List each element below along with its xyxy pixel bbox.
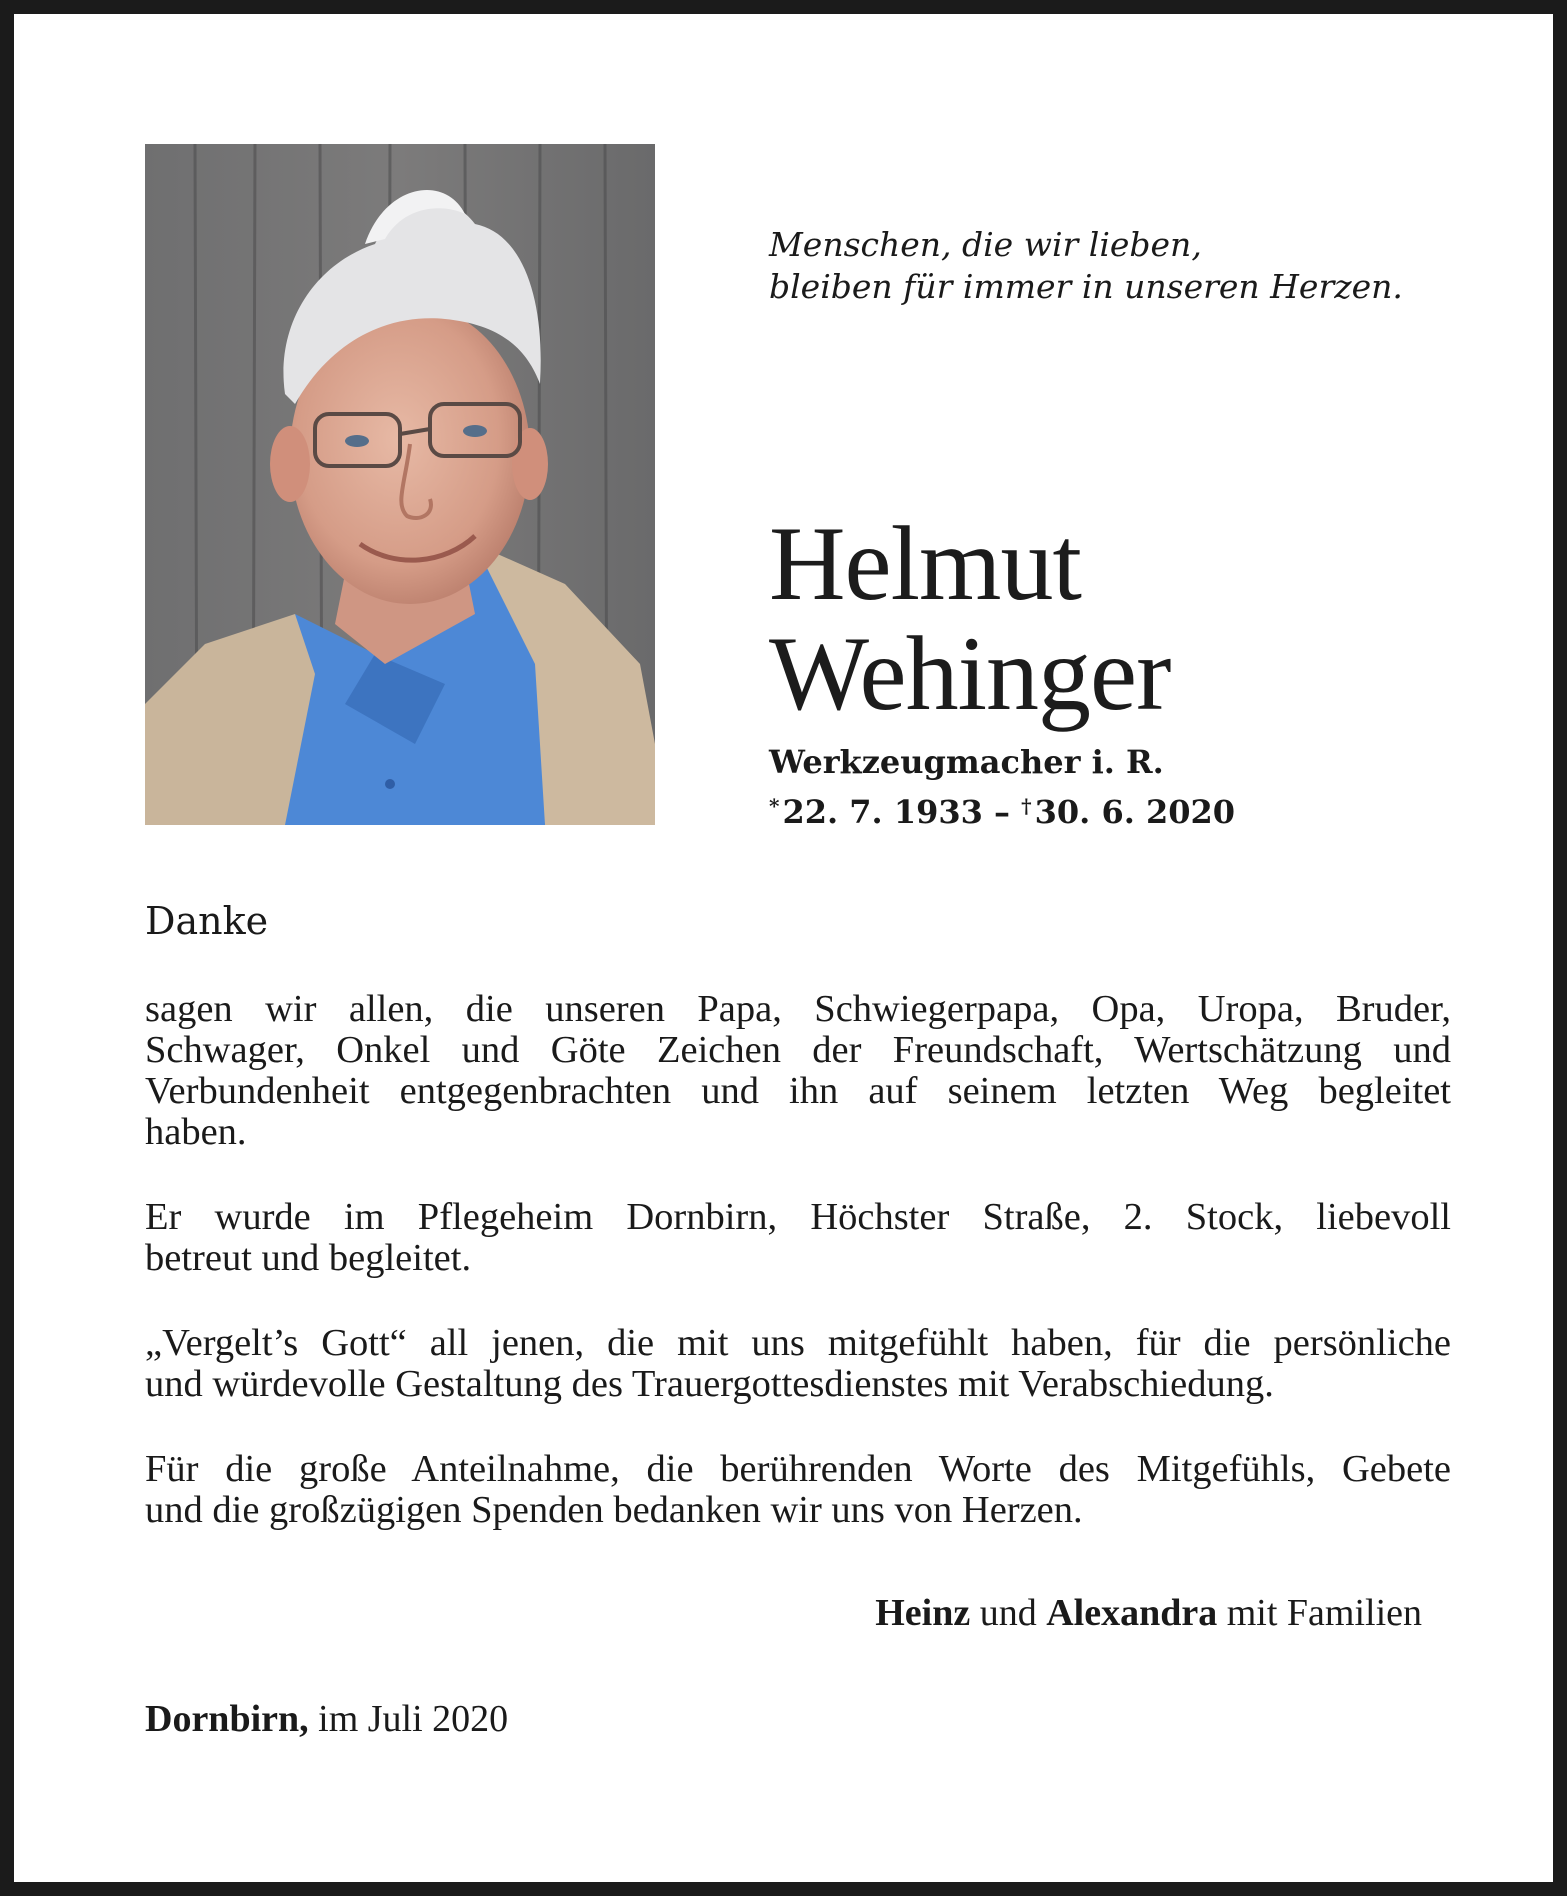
paragraph-vergelts-gott — [145, 1323, 1451, 1405]
family-signature — [875, 1591, 1422, 1635]
first-name: Helmut — [769, 505, 1081, 622]
paragraph-line: und würdevolle Gestaltung des Trauergottesdienstes mit Verabschiedung. — [145, 1363, 1274, 1405]
paragraph-care — [145, 1197, 1451, 1279]
death-date: 30. 6. 2020 — [1034, 793, 1236, 831]
last-name: Wehinger — [769, 615, 1171, 732]
paragraph-line: haben. — [145, 1111, 247, 1153]
deceased-name — [769, 505, 1171, 732]
quote-line-1: Menschen, die wir lieben, — [769, 225, 1202, 264]
signer-name-2: Alexandra — [1046, 1592, 1218, 1634]
place-date: im Juli 2020 — [318, 1698, 509, 1740]
place-and-date — [145, 1697, 508, 1741]
birth-date: 22. 7. 1933 — [782, 793, 983, 831]
paragraph-line: und die großzügigen Spenden bedanken wir uns von Herzen. — [145, 1489, 1083, 1531]
occupation: Werkzeugmacher i. R. — [769, 743, 1164, 781]
quote-line-2: bleiben für immer in unseren Herzen. — [769, 267, 1403, 306]
paragraph-line: betreut und begleitet. — [145, 1237, 472, 1279]
obituary-page — [14, 14, 1553, 1882]
paragraph-line: „Vergelt’s Gott“ all jenen, die mit uns mitgefühlt haben, für die persönliche — [145, 1322, 1451, 1364]
paragraph-condolences — [145, 1449, 1451, 1531]
portrait-photo — [145, 144, 655, 825]
paragraph-line: sagen wir allen, die unseren Papa, Schwiegerpapa, Opa, Uropa, Bruder, — [145, 988, 1451, 1030]
paragraph-line: Verbundenheit entgegenbrachten und ihn auf seinem letzten Weg begleitet — [145, 1070, 1451, 1112]
signature-suffix: mit Familien — [1226, 1592, 1422, 1634]
place-city: Dornbirn, — [145, 1698, 309, 1740]
life-dates — [769, 786, 1235, 832]
paragraph-line: Für die große Anteilnahme, die berührenden Worte des Mitgefühls, Gebete — [145, 1448, 1451, 1490]
death-symbol: † — [1021, 794, 1032, 818]
memorial-quote — [769, 224, 1403, 308]
birth-symbol: * — [769, 794, 780, 818]
date-separator: – — [994, 793, 1011, 831]
paragraph-line: Schwager, Onkel und Göte Zeichen der Freundschaft, Wertschätzung und — [145, 1029, 1451, 1071]
signer-name-1: Heinz — [875, 1592, 971, 1634]
paragraph-thanks — [145, 989, 1451, 1153]
paragraph-line: Er wurde im Pflegeheim Dornbirn, Höchster Straße, 2. Stock, liebevoll — [145, 1196, 1451, 1238]
signature-connector: und — [979, 1592, 1037, 1634]
thanks-heading: Danke — [145, 899, 269, 943]
